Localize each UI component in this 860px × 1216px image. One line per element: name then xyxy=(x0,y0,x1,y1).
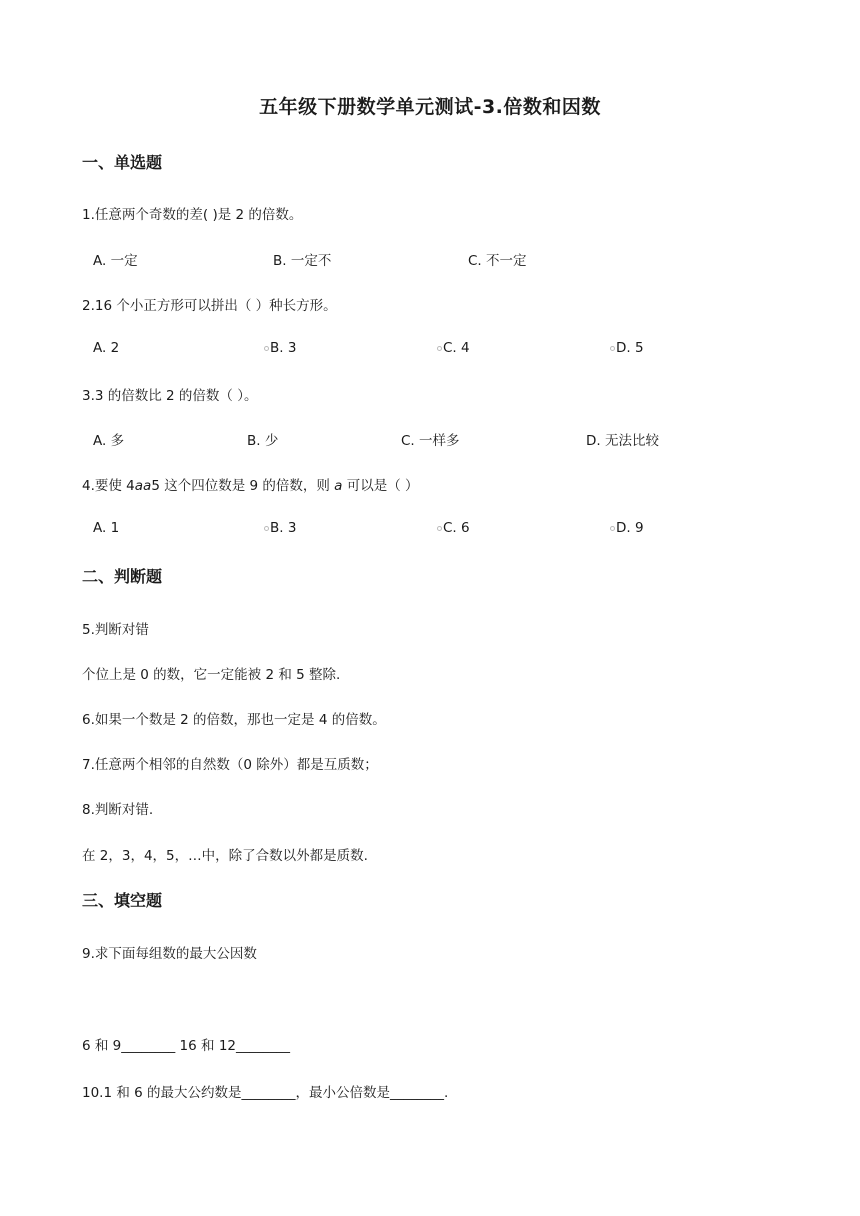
q1-option-b: B. 一定不 xyxy=(273,253,332,269)
q3-option-c: C. 一样多 xyxy=(401,433,460,449)
q4-variable-aa: aa xyxy=(134,478,152,494)
q3-option-a: A. 多 xyxy=(93,433,125,449)
q2-option-b-label: B. 3 xyxy=(270,340,297,356)
q4-option-d-label: D. 9 xyxy=(616,520,644,536)
question-5-body: 个位上是 0 的数，它一定能被 2 和 5 整除. xyxy=(82,667,341,683)
q2-option-b xyxy=(264,340,296,356)
question-8-title: 8.判断对错. xyxy=(82,802,154,818)
q4-option-b-label: B. 3 xyxy=(270,520,297,536)
q1-option-a: A. 一定 xyxy=(93,253,138,269)
question-5-title: 5.判断对错 xyxy=(82,622,149,638)
question-9-title: 9.求下面每组数的最大公因数 xyxy=(82,946,257,962)
question-6: 6.如果一个数是 2 的倍数，那也一定是 4 的倍数。 xyxy=(82,712,386,728)
q4-text-mid: 5 这个四位数是 9 的倍数，则 xyxy=(151,478,335,494)
question-7: 7.任意两个相邻的自然数（0 除外）都是互质数； xyxy=(82,757,378,773)
section-heading-single-choice: 一、单选题 xyxy=(82,153,163,172)
q2-option-d-label: D. 5 xyxy=(616,340,644,356)
bullet-dot-icon xyxy=(437,346,442,351)
q3-option-d: D. 无法比较 xyxy=(586,433,659,449)
bullet-dot-icon xyxy=(610,526,615,531)
question-10: 10.1 和 6 的最大公约数是________，最小公倍数是________. xyxy=(82,1085,449,1101)
q4-option-c-label: C. 6 xyxy=(443,520,470,536)
question-4 xyxy=(82,474,419,494)
bullet-dot-icon xyxy=(264,526,269,531)
question-8-body: 在 2，3，4，5，…中，除了合数以外都是质数. xyxy=(82,848,368,864)
q4-option-c xyxy=(437,520,470,536)
bullet-dot-icon xyxy=(437,526,442,531)
q3-option-b: B. 少 xyxy=(247,433,279,449)
q1-option-c: C. 不一定 xyxy=(468,253,527,269)
q2-option-c xyxy=(437,340,470,356)
q4-option-b xyxy=(264,520,296,536)
q4-text-post: 可以是（ ） xyxy=(342,478,419,494)
question-9-body: 6 和 9________ 16 和 12________ xyxy=(82,1038,290,1054)
q4-text-pre: 4.要使 4 xyxy=(82,478,135,494)
q2-option-a: A. 2 xyxy=(93,340,120,356)
question-3: 3.3 的倍数比 2 的倍数（ ）。 xyxy=(82,388,258,404)
q4-variable-a: a xyxy=(334,478,343,494)
document-title: 五年级下册数学单元测试-3.倍数和因数 xyxy=(259,96,601,118)
q4-option-d xyxy=(610,520,644,536)
section-heading-fill-blank: 三、填空题 xyxy=(82,891,163,910)
bullet-dot-icon xyxy=(264,346,269,351)
q2-option-c-label: C. 4 xyxy=(443,340,470,356)
question-1: 1.任意两个奇数的差( )是 2 的倍数。 xyxy=(82,207,303,223)
q4-option-a: A. 1 xyxy=(93,520,120,536)
bullet-dot-icon xyxy=(610,346,615,351)
question-2: 2.16 个小正方形可以拼出（ ）种长方形。 xyxy=(82,298,337,314)
q2-option-d xyxy=(610,340,644,356)
section-heading-true-false: 二、判断题 xyxy=(82,567,163,586)
